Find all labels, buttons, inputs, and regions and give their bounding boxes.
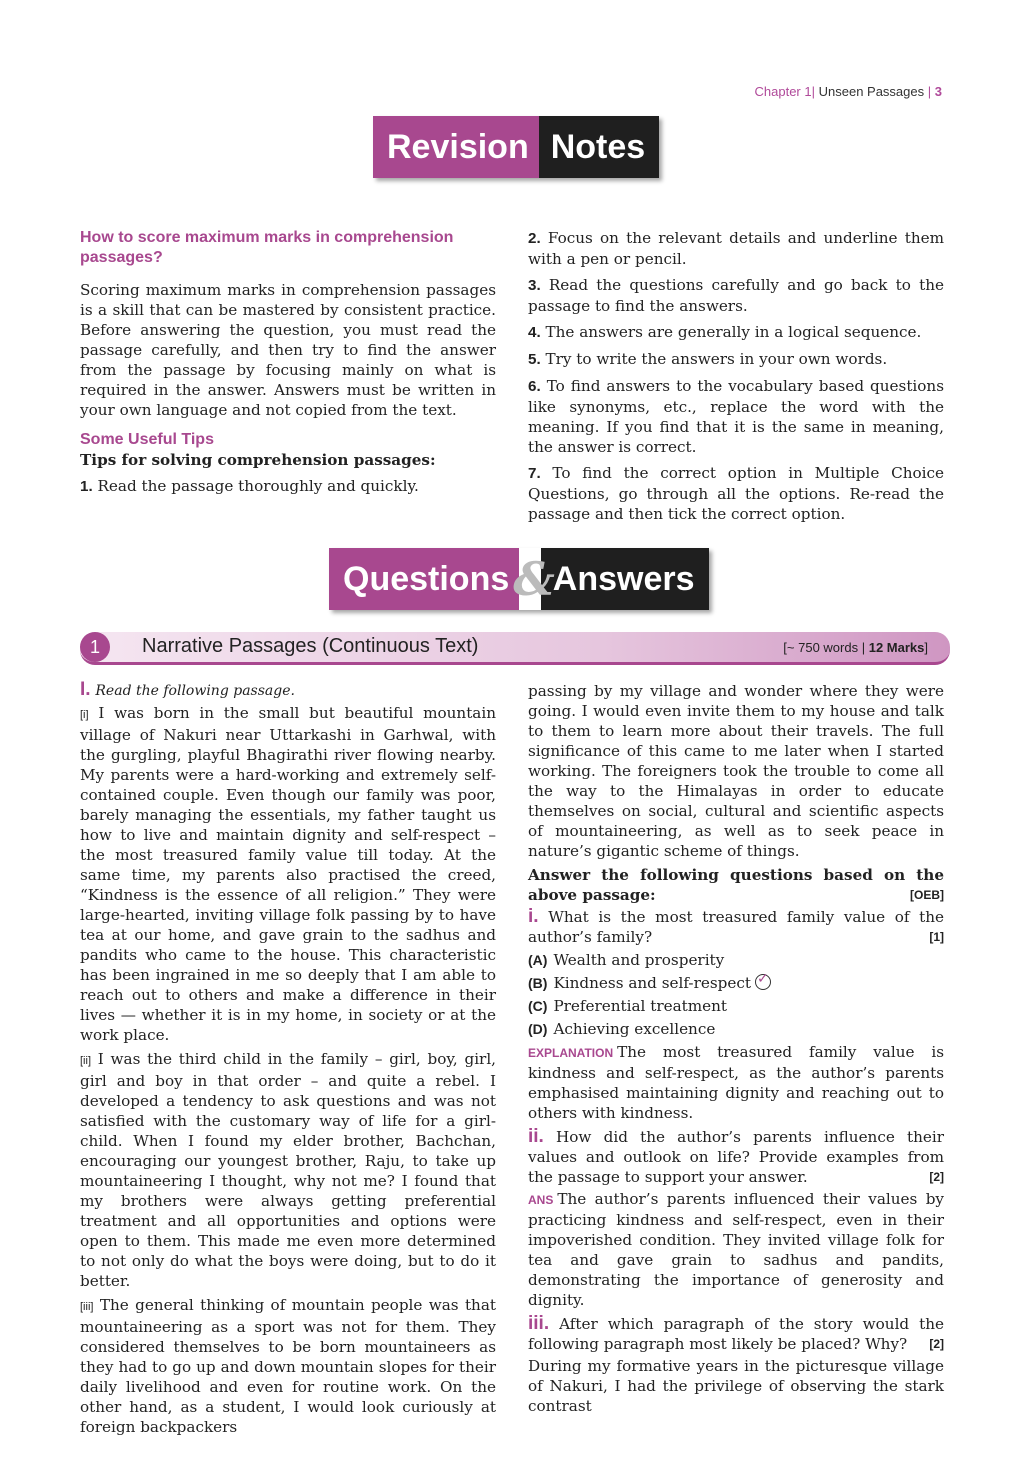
page-number: 3	[934, 84, 942, 99]
section-title: Narrative Passages (Continuous Text)	[142, 635, 479, 657]
extract-paragraph: During my formative years in the picturesque village of Nakuri, I had the privilege of observing the stark contrast	[528, 1357, 944, 1415]
tip-item: 7. To find the correct option in Multiple Choice Questions, go through all the options. Re-read the passage and then tick the correct option.	[528, 464, 944, 523]
paragraph: [i] I was born in the small but beautiful mountain village of Nakuri near Uttarkashi in Garhwal, with the gurgling, playful Bhagirathi river flowing nearby. My parents were a hard-working and extremely self-contained couple. Even though our family was poor, barely managing the essentials, my father taught us how to live and maintain dignity and self-respect – the most treasured family value till today. At the same time, my parents also practised the creed, “Kindness is the essence of all religion.” They were large-hearted, inviting village folk passing by to have tea at our home, and gave grain to the sadhus and pandits who came to the house. This characteristic has been ingrained in me so deeply that I am able to reach out to others and make a difference in their lives — whether it is in my home, in society or at the work place.	[80, 704, 497, 1044]
question-2: ii. How did the author’s parents influence their values and outlook on life? Provide examples from the passage to support your answer. [2]	[528, 1126, 945, 1186]
option-a: (A) Wealth and prosperity	[528, 951, 725, 969]
section-bar	[80, 632, 950, 665]
section-number: 1	[80, 632, 110, 662]
question-3: iii. After which paragraph of the story would the following paragraph most likely be placed? Why? [2]	[528, 1313, 944, 1353]
question-1: i. What is the most treasured family value of the author’s family? [1]	[528, 906, 945, 946]
option-c: (C) Preferential treatment	[528, 997, 728, 1015]
questions-answers-banner: Questions & Answers	[329, 548, 709, 610]
correct-check-icon	[755, 974, 771, 990]
revision-intro: Scoring maximum marks in comprehension passages is a skill that can be mastered by consistent practice. Before answering the question, you must read the passage carefully, and then try to find the answer from the passage by focusing mainly on what is required in the answer. Answers must be written in your own language and not copied from the text.	[80, 281, 496, 419]
tips-heading: Some Useful Tips	[80, 431, 214, 448]
tip-item: 4. The answers are generally in a logical sequence.	[528, 323, 922, 341]
passage-instruction: I. Read the following passage.	[80, 679, 295, 700]
tip-item: 6. To find answers to the vocabulary based questions like synonyms, etc., replace the word with the meaning. If you find that it is the same in meaning, the answer is correct.	[528, 377, 945, 456]
chapter-title: Unseen Passages	[818, 84, 925, 99]
tip-item: 1. Read the passage thoroughly and quickly.	[80, 477, 419, 495]
tip-item: 3. Read the questions carefully and go back to the passage to find the answers.	[528, 276, 944, 315]
tip-item: 2. Focus on the relevant details and underline them with a pen or pencil.	[528, 229, 944, 268]
option-d: (D) Achieving excellence	[528, 1020, 716, 1038]
answer: ANS The author’s parents influenced their values by practicing kindness and self-respect, even in their impoverished condition. They invited village folk for tea and gave grain to sadhus and pandits, demonstrating the importance of generosity and dignity.	[528, 1190, 944, 1309]
paragraph: [ii] I was the third child in the family – girl, boy, girl, girl and boy in that order – and quite a rebel. I developed a tendency to ask questions and was not satisfied with the customary way of life for a girl-child. When I found my elder brother, Bachchan, encouraging our youngest brother, Raju, to take up mountaineering I thought, why not me? I found that my brothers were always getting preferential treatment and all opportunities and options were open to them. This made me even more determined to not only do what the boys were doing, but to do it better.	[80, 1050, 497, 1290]
tips-subheading: Tips for solving comprehension passages:	[80, 451, 436, 469]
revision-left-column	[80, 228, 496, 503]
revision-notes-banner: Revision Notes	[373, 116, 659, 178]
answer-instruction: Answer the following questions based on the above passage: [OEB]	[528, 866, 944, 904]
revision-right-column	[528, 228, 944, 530]
passage-column	[80, 680, 496, 1437]
tip-item: 5. Try to write the answers in your own words.	[528, 350, 888, 368]
paragraph: [iii] The general thinking of mountain people was that mountaineering as a sport was not for them. They considered themselves to be born mountaineers as they had to go up and down mountain slopes for their daily livelihood and even for routine work. On the other hand, as a student, I would look curiously at foreign backpackers	[80, 1296, 497, 1436]
option-b: (B) Kindness and self-respect✓	[528, 973, 944, 993]
explanation: EXPLANATION The most treasured family value is kindness and self-respect, as the author’s parents emphasised maintaining dignity and reaching out to others with kindness.	[528, 1043, 944, 1122]
ampersand: &	[513, 552, 555, 606]
chapter-label: Chapter 1	[754, 84, 812, 99]
questions-column	[528, 681, 944, 1416]
passage-continuation: passing by my village and wonder where they were going. I would even invite them to my house and talk to them to learn more about their travels. The full significance of this came to me later when I started working. The foreigners took the trouble to come all the way to the Himalayas in order to educate themselves on social, cultural and scientific aspects of mountaineering, as well as to seek peace in nature’s gigantic scheme of things.	[528, 682, 944, 860]
section-meta: [~ 750 words | 12 Marks]	[783, 640, 928, 655]
running-head: Chapter 1| Unseen Passages | 3	[754, 84, 942, 99]
revision-heading: How to score maximum marks in comprehension passages?	[80, 229, 454, 266]
